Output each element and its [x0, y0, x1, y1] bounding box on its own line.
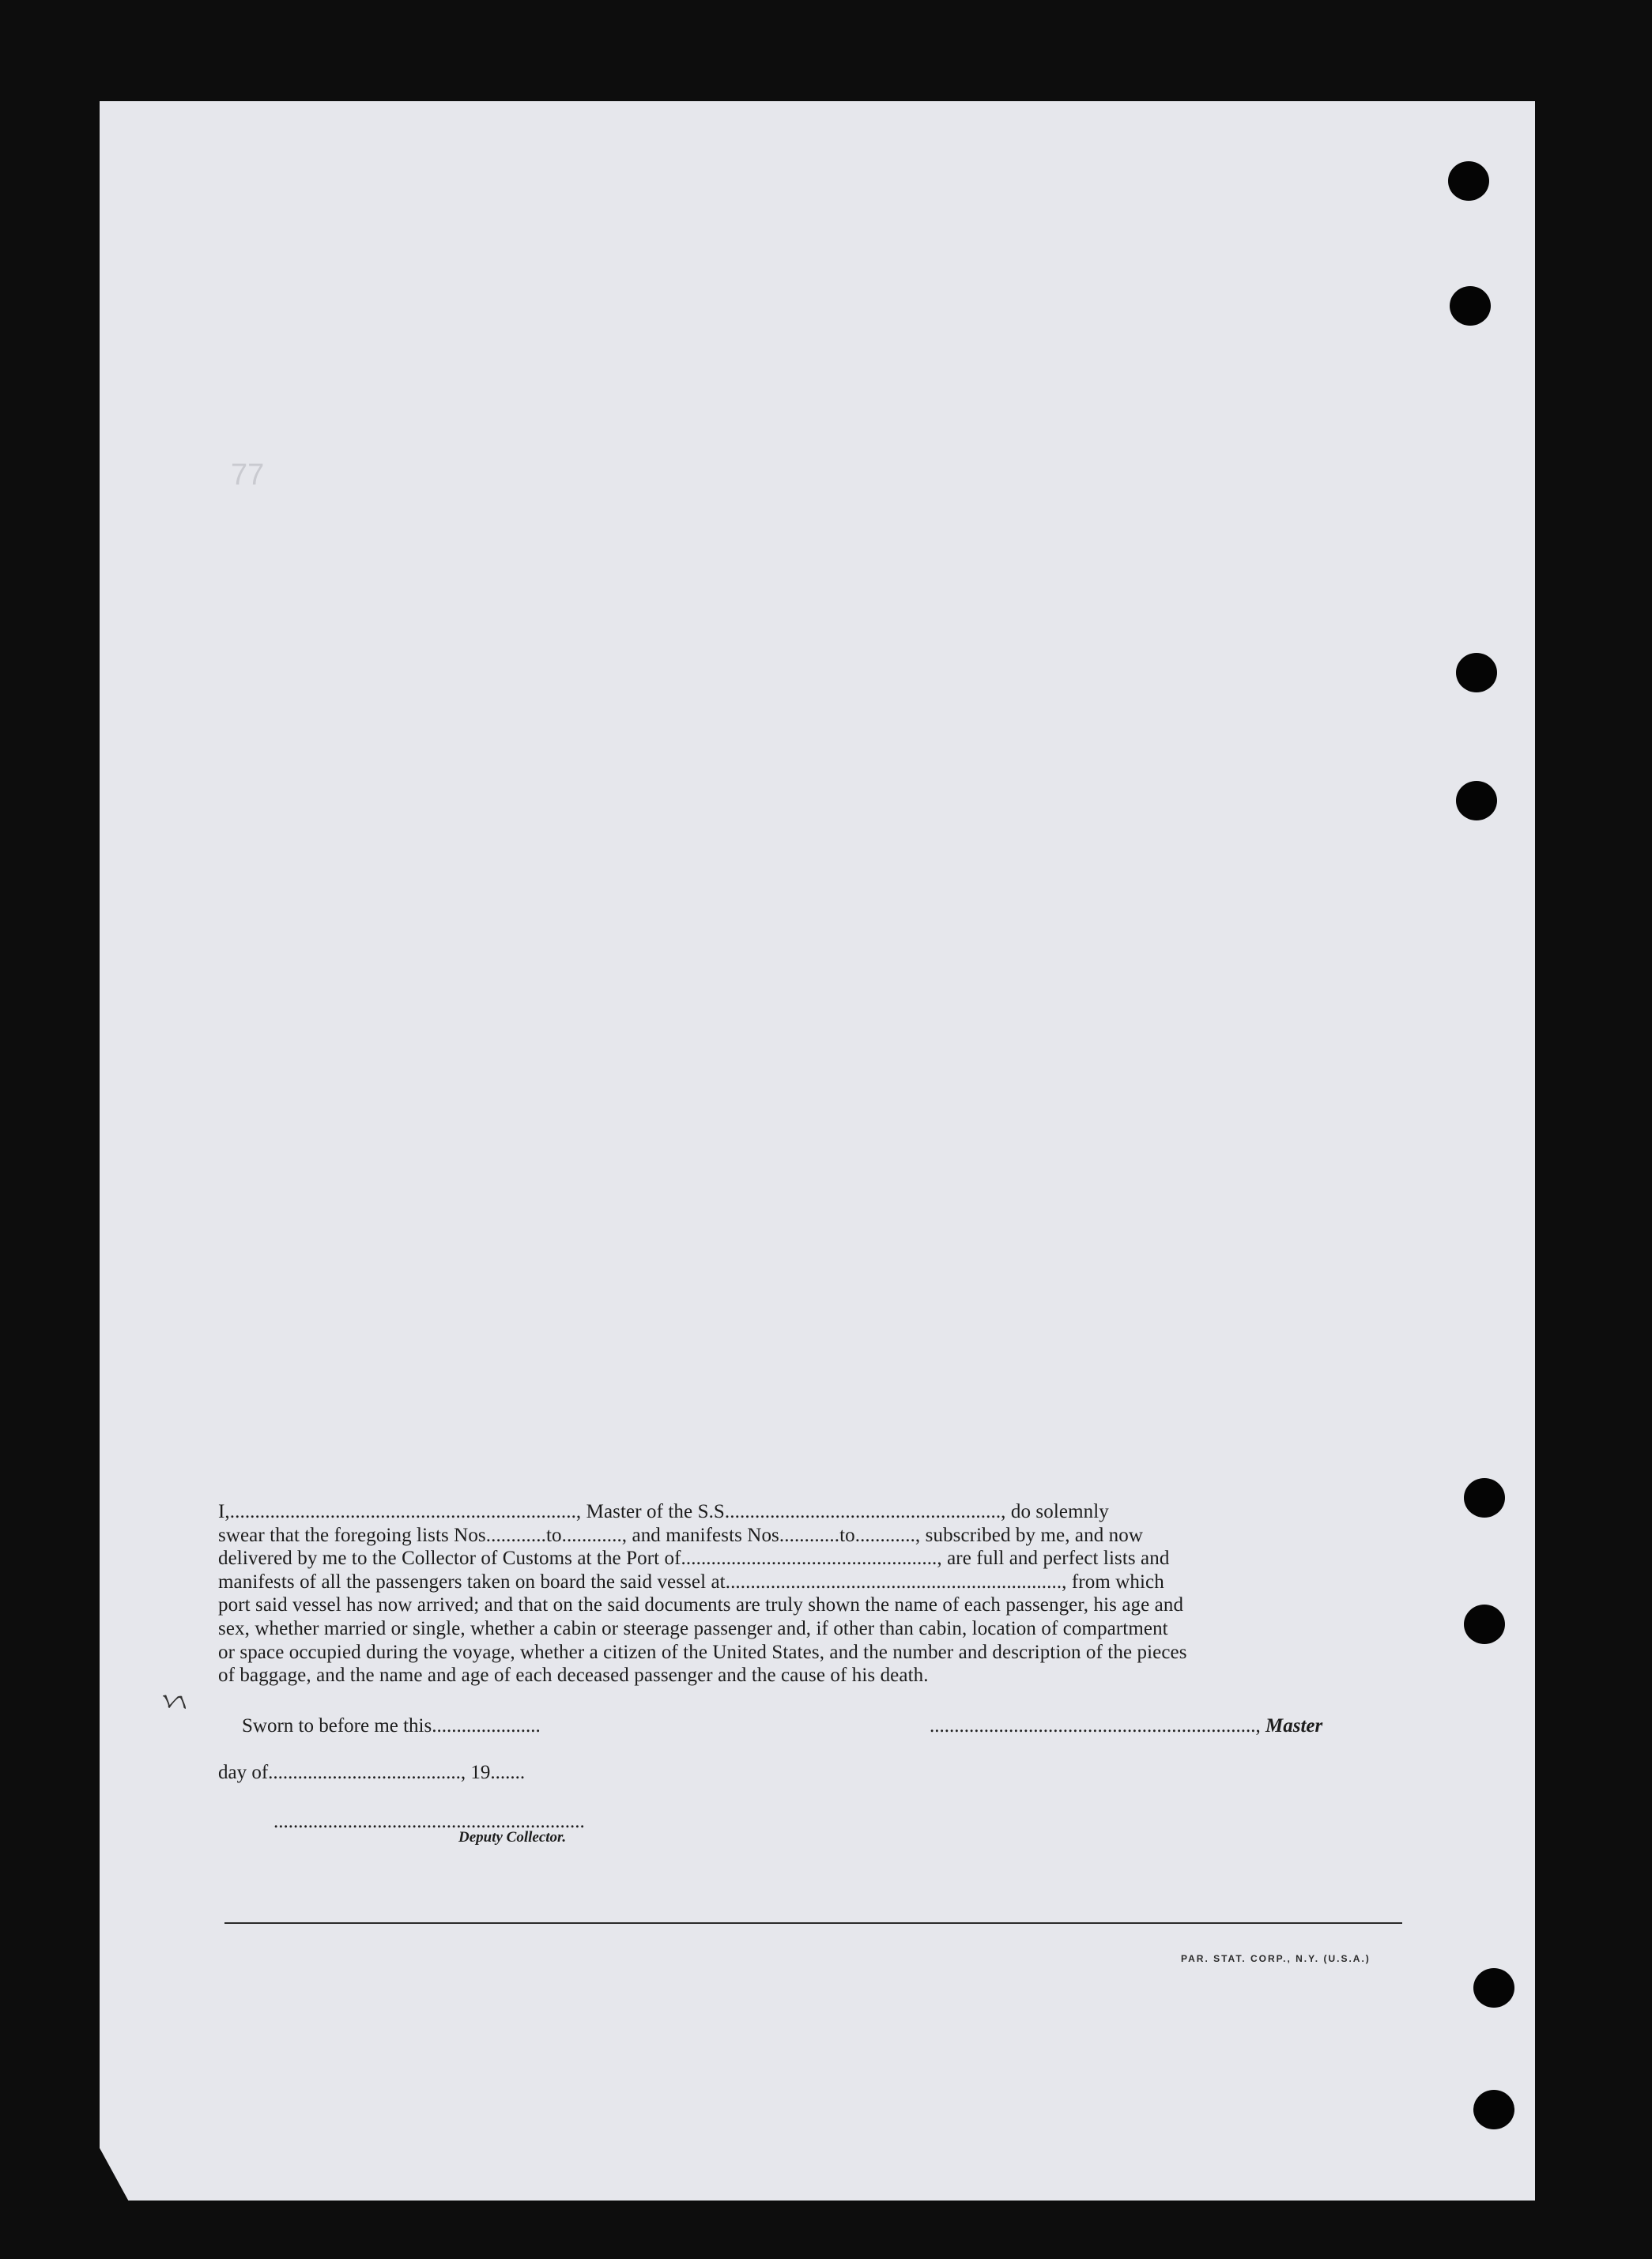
horizontal-divider [224, 1922, 1402, 1924]
oath-line: or space occupied during the voyage, whether a citizen of the United States, and the number and description of the pieces [218, 1641, 1187, 1663]
punch-hole [1473, 1968, 1514, 2008]
document-page [100, 101, 1535, 2201]
oath-line: swear that the foregoing lists Nos............to............, and manifests Nos............to............, subscribed by me, and now [218, 1524, 1143, 1546]
punch-hole [1464, 1605, 1505, 1644]
deputy-signature-line: ............................................................... [273, 1811, 585, 1832]
printer-mark: PAR. STAT. CORP., N.Y. (U.S.A.) [1181, 1953, 1371, 1964]
day-of-line: day of......................................., 19....... [218, 1762, 526, 1783]
punch-hole [1450, 286, 1491, 326]
punch-hole [1456, 781, 1497, 820]
oath-line: manifests of all the passengers taken on board the said vessel at..................................................................., from which [218, 1571, 1164, 1593]
oath-line: delivered by me to the Collector of Customs at the Port of..................................................., are full and perfect lists and [218, 1548, 1170, 1570]
punch-hole [1456, 653, 1497, 692]
master-label: Master [1265, 1715, 1323, 1737]
oath-line: of baggage, and the name and age of each deceased passenger and the cause of his death. [218, 1665, 929, 1687]
oath-line: sex, whether married or single, whether a cabin or steerage passenger and, if other than cabin, location of compartment [218, 1617, 1168, 1639]
sworn-statement: Sworn to before me this...................... [242, 1715, 541, 1737]
punch-hole [1473, 2090, 1514, 2129]
master-blank: .................................................................., [930, 1715, 1261, 1737]
punch-hole [1464, 1478, 1505, 1518]
punch-hole [1448, 161, 1489, 201]
deputy-collector-label: Deputy Collector. [458, 1829, 567, 1846]
oath-paragraph [218, 1500, 1413, 1688]
master-signature-line [930, 1715, 1322, 1737]
faint-mark: 77 [231, 458, 265, 492]
oath-line: I,....................................................................., Master of the S.S......................................................., do solemnly [218, 1501, 1109, 1522]
margin-handwriting-mark: ㄣ [149, 1674, 201, 1727]
oath-line: port said vessel has now arrived; and that on the said documents are truly shown the name of each passenger, his age and [218, 1594, 1184, 1616]
